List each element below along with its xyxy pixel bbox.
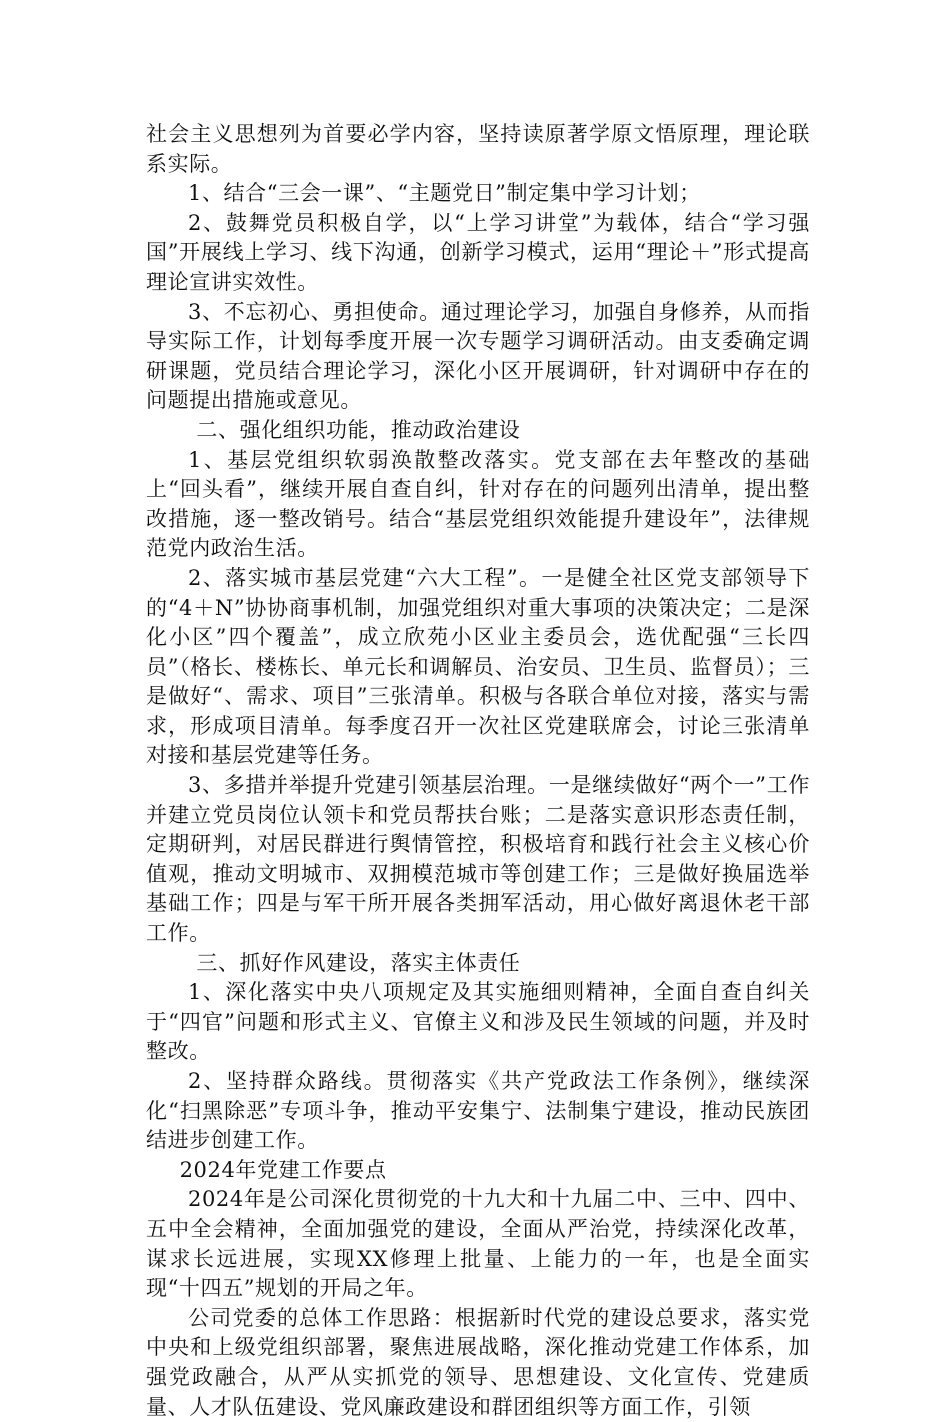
paragraph: 2024年是公司深化贯彻党的十九大和十九届二中、三中、四中、五中全会精神，全面加强党的建设，全面从严治党，持续深化改革，谋求长远进展，实现XX修理上批量、上能力的一年，也是全面实现“十四五”规划的开局之年。 [146, 1187, 810, 1301]
paragraph: 公司党委的总体工作思路：根据新时代党的建设总要求，落实党中央和上级党组织部署，聚焦进展战略，深化推动党建工作体系，加强党政融合，从严从实抓党的领导、思想建设、文化宣传、党建质量、人才队伍建设、党风廉政建设和群团组织等方面工作，引领 [146, 1305, 810, 1419]
section-heading: 三、抓好作风建设，落实主体责任 [196, 950, 521, 975]
document-title: 2024年党建工作要点 [179, 1157, 387, 1182]
paragraph: 社会主义思想列为首要必学内容，坚持读原著学原文悟原理，理论联系实际。 [146, 122, 810, 176]
list-item: 2、落实城市基层党建“六大工程”。一是健全社区党支部领导下的“4＋N”协协商事机制，加强党组织对重大事项的决策决定；二是深化小区”四个覆盖”，成立欣苑小区业主委员会，选优配强“三长四员”（格长、楼栋长、单元长和调解员、治安员、卫生员、监督员）；三是做好“、需求、项目”三张清单。积极与各联合单位对接，落实与需求，形成项目清单。每季度召开一次社区党建联席会，讨论三张清单对接和基层党建等任务。 [146, 565, 810, 768]
document-body [146, 120, 810, 1422]
list-item: 2、鼓舞党员积极自学，以“上学习讲堂”为载体，结合“学习强国”开展线上学习、线下沟通，创新学习模式，运用“理论＋”形式提高理论宣讲实效性。 [146, 210, 810, 294]
list-item: 2、坚持群众路线。贯彻落实《共产党政法工作条例》，继续深化“扫黑除恶”专项斗争，推动平安集宁、法制集宁建设，推动民族团结进步创建工作。 [146, 1069, 810, 1153]
list-item: 1、结合“三会一课”、“主题党日”制定集中学习计划； [188, 181, 701, 206]
section-heading: 二、强化组织功能，推动政治建设 [196, 417, 521, 442]
list-item: 3、多措并举提升党建引领基层治理。一是继续做好“两个一”工作并建立党员岗位认领卡和党员帮扶台账；二是落实意识形态责任制，定期研判，对居民群进行舆情管控，积极培育和践行社会主义核心价值观，推动文明城市、双拥模范城市等创建工作；三是做好换届选举基础工作；四是与军干所开展各类拥军活动，用心做好离退休老干部工作。 [146, 773, 810, 946]
list-item: 1、基层党组织软弱涣散整改落实。党支部在去年整改的基础上“回头看”，继续开展自查自纠，针对存在的问题列出清单，提出整改措施，逐一整改销号。结合“基层党组织效能提升建设年”，法律规范党内政治生活。 [146, 447, 810, 561]
list-item: 1、深化落实中央八项规定及其实施细则精神，全面自查自纠关于“四官”问题和形式主义、官僚主义和涉及民生领域的问题，并及时整改。 [146, 980, 810, 1064]
list-item: 3、不忘初心、勇担使命。通过理论学习，加强自身修养，从而指导实际工作，计划每季度开展一次专题学习调研活动。由支委确定调研课题，党员结合理论学习，深化小区开展调研，针对调研中存在的问题提出措施或意见。 [146, 299, 810, 413]
